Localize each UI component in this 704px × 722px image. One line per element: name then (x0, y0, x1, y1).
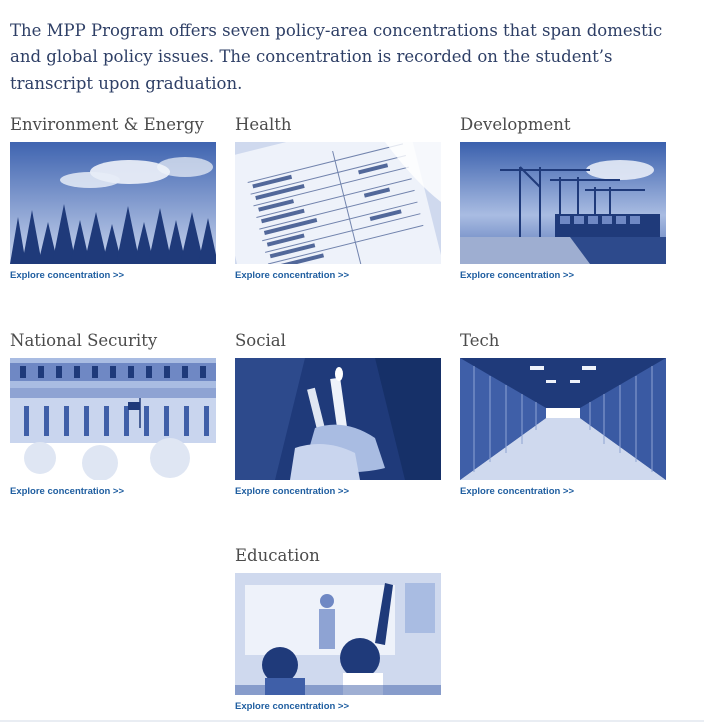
capitol-dome-image[interactable] (10, 358, 216, 480)
medical-bill-image[interactable] (235, 142, 441, 264)
classroom-image[interactable] (235, 573, 441, 695)
concentration-card-development (460, 114, 666, 281)
concentration-title: Development (460, 115, 571, 134)
concentration-card-education (235, 545, 441, 712)
concentration-card-health (235, 114, 441, 281)
concentration-title: National Security (10, 331, 158, 350)
concentration-title: Education (235, 546, 320, 565)
shipping-port-image[interactable] (460, 142, 666, 264)
explore-concentration-link[interactable]: Explore concentration >> (460, 270, 575, 281)
explore-concentration-link[interactable]: Explore concentration >> (460, 486, 575, 497)
concentration-title: Environment & Energy (10, 115, 204, 134)
concentration-title: Tech (460, 331, 500, 350)
server-room-image[interactable] (460, 358, 666, 480)
explore-concentration-link[interactable]: Explore concentration >> (235, 270, 350, 281)
concentration-card-social (235, 330, 441, 497)
explore-concentration-link[interactable]: Explore concentration >> (235, 701, 350, 712)
concentration-title: Health (235, 115, 292, 134)
explore-concentration-link[interactable]: Explore concentration >> (10, 270, 125, 281)
concentration-title: Social (235, 331, 286, 350)
forest-image[interactable] (10, 142, 216, 264)
concentration-card-national-security (10, 330, 216, 497)
candle-vigil-image[interactable] (235, 358, 441, 480)
explore-concentration-link[interactable]: Explore concentration >> (10, 486, 125, 497)
concentration-card-tech (460, 330, 666, 497)
concentration-card-environment (10, 114, 216, 281)
explore-concentration-link[interactable]: Explore concentration >> (235, 486, 350, 497)
intro-paragraph: The MPP Program offers seven policy-area concentrations that span domestic and global policy issues. The concentration is recorded on the student’s transcript upon graduation. (10, 20, 663, 93)
